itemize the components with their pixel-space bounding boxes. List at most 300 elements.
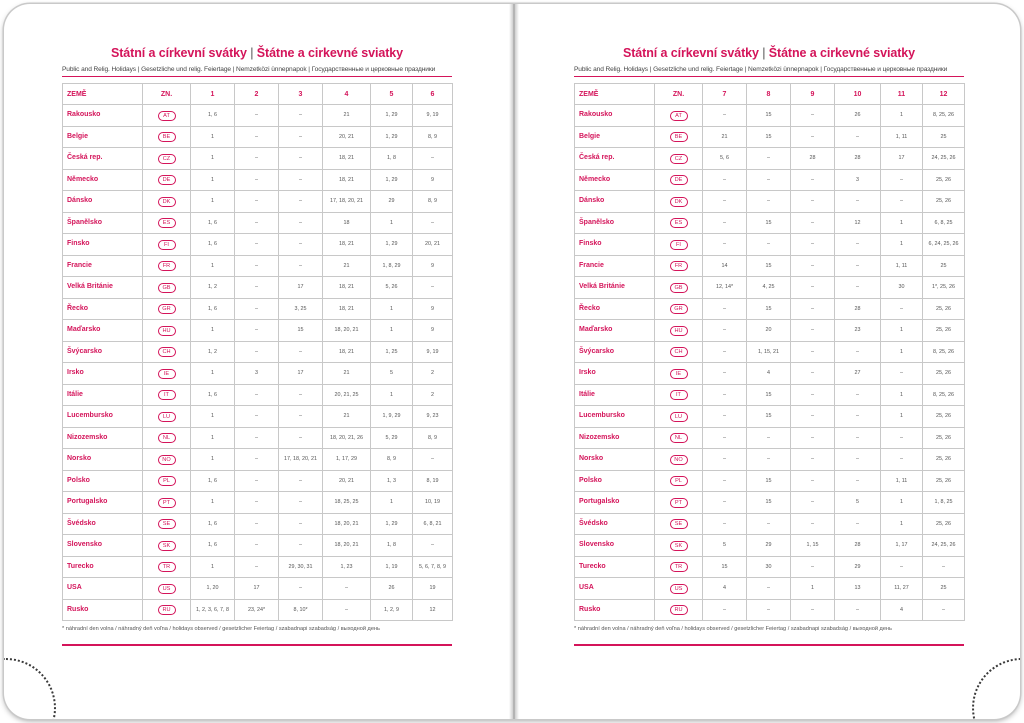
holiday-dates-cell: – [279, 384, 323, 406]
table-row [575, 513, 965, 535]
holiday-dates-cell: – [703, 320, 747, 342]
holiday-dates-cell: – [835, 126, 881, 148]
holiday-dates-cell: – [791, 191, 835, 213]
table-row [63, 255, 453, 277]
holiday-dates-cell: – [235, 320, 279, 342]
table-row [575, 384, 965, 406]
holiday-dates-cell: 1*, 25, 26 [923, 277, 965, 299]
page-subtitle: Public and Relig. Holidays | Gesetzliche und relig. Feiertage | Nemzetközi ünnepnapok | Государственные и церковные праздники [574, 66, 948, 73]
holiday-dates-cell: 1, 8 [371, 148, 413, 170]
holiday-dates-cell: – [923, 599, 965, 621]
holiday-dates-cell: – [835, 341, 881, 363]
holiday-dates-cell: – [235, 556, 279, 578]
country-code-cell [655, 427, 703, 449]
holiday-dates-cell: 26 [835, 105, 881, 127]
holiday-dates-cell: – [235, 406, 279, 428]
holiday-dates-cell: – [235, 234, 279, 256]
holiday-dates-cell: 1, 6 [191, 535, 235, 557]
holiday-dates-cell: 23, 24* [235, 599, 279, 621]
country-name: Slovensko [63, 535, 143, 557]
country-code-badge: ES [158, 218, 176, 228]
country-name: Rusko [575, 599, 655, 621]
holiday-dates-cell: – [791, 363, 835, 385]
holiday-dates-cell: – [235, 105, 279, 127]
country-name: Finsko [575, 234, 655, 256]
holiday-dates-cell: 25 [923, 126, 965, 148]
holiday-dates-cell: – [279, 148, 323, 170]
country-name: Německo [63, 169, 143, 191]
holiday-dates-cell: 25, 26 [923, 363, 965, 385]
country-code-badge: SE [158, 519, 176, 529]
country-code-badge: US [670, 584, 688, 594]
country-code-badge: TR [158, 562, 176, 572]
country-code-badge: DK [670, 197, 688, 207]
holiday-dates-cell: – [747, 191, 791, 213]
holiday-dates-cell: 17, 18, 20, 21 [279, 449, 323, 471]
country-name: USA [575, 578, 655, 600]
holiday-dates-cell: 18, 20, 21 [323, 535, 371, 557]
holiday-dates-cell: 8, 9 [413, 191, 453, 213]
footnote: * náhradní den volna / náhradný deň voľna / holidays observed / gesetzlicher Feiertag / szabadnapi szabadság / выходной день [62, 626, 380, 633]
holiday-dates-cell: – [703, 363, 747, 385]
table-row [575, 470, 965, 492]
holiday-table [574, 83, 965, 621]
holiday-dates-cell: 1, 2 [191, 341, 235, 363]
table-row [575, 320, 965, 342]
holiday-dates-cell: 1 [881, 492, 923, 514]
table-row [575, 234, 965, 256]
table-row [63, 234, 453, 256]
country-code-cell [143, 148, 191, 170]
holiday-dates-cell: 15 [747, 126, 791, 148]
country-code-cell [655, 492, 703, 514]
table-row [63, 298, 453, 320]
column-header-month: 1 [191, 84, 235, 105]
bottom-divider [62, 644, 452, 645]
holiday-dates-cell: 9, 19 [413, 105, 453, 127]
holiday-dates-cell: 1, 15 [791, 535, 835, 557]
country-name: Francie [63, 255, 143, 277]
holiday-dates-cell: 9 [413, 320, 453, 342]
column-header-country: ZEMĚ [575, 84, 655, 105]
holiday-dates-cell: 1, 6 [191, 298, 235, 320]
holiday-dates-cell: – [279, 234, 323, 256]
holiday-dates-cell: – [323, 578, 371, 600]
holiday-dates-cell: 1, 11 [881, 126, 923, 148]
holiday-dates-cell: – [881, 556, 923, 578]
table-row [63, 427, 453, 449]
holiday-dates-cell: – [703, 191, 747, 213]
holiday-dates-cell: 18 [323, 212, 371, 234]
holiday-dates-cell: 21 [323, 363, 371, 385]
holiday-dates-cell: – [703, 234, 747, 256]
holiday-dates-cell: 19 [413, 578, 453, 600]
holiday-dates-cell: – [835, 277, 881, 299]
country-name: Belgie [575, 126, 655, 148]
country-name: Belgie [63, 126, 143, 148]
holiday-dates-cell: 25, 26 [923, 406, 965, 428]
country-code-badge: HU [158, 326, 176, 336]
holiday-dates-cell: – [881, 363, 923, 385]
table-row [63, 406, 453, 428]
table-row [575, 298, 965, 320]
country-code-cell [143, 169, 191, 191]
holiday-dates-cell: 1, 25 [371, 341, 413, 363]
holiday-dates-cell: 5 [835, 492, 881, 514]
holiday-dates-cell: 1 [191, 191, 235, 213]
column-header-month: 9 [791, 84, 835, 105]
country-code-cell [143, 578, 191, 600]
table-row [63, 599, 453, 621]
holiday-dates-cell: 4, 25 [747, 277, 791, 299]
table-row [575, 212, 965, 234]
column-header-month: 11 [881, 84, 923, 105]
holiday-dates-cell: – [279, 126, 323, 148]
country-code-badge: FI [670, 240, 688, 250]
country-name: Dánsko [63, 191, 143, 213]
holiday-dates-cell: 13 [835, 578, 881, 600]
holiday-dates-cell: – [791, 320, 835, 342]
title-divider [62, 76, 452, 77]
holiday-dates-cell: – [703, 449, 747, 471]
holiday-dates-cell: 1 [881, 384, 923, 406]
page-title [62, 44, 452, 62]
page-title [574, 44, 964, 62]
holiday-dates-cell: 15 [279, 320, 323, 342]
country-code-cell [655, 449, 703, 471]
right-page [574, 44, 964, 646]
holiday-dates-cell: – [235, 384, 279, 406]
country-code-badge: FR [158, 261, 176, 271]
country-code-badge: ES [670, 218, 688, 228]
holiday-dates-cell: 1, 17, 29 [323, 449, 371, 471]
country-code-badge: IT [158, 390, 176, 400]
holiday-dates-cell: – [279, 427, 323, 449]
table-row [575, 406, 965, 428]
holiday-dates-cell: 1, 2, 9 [371, 599, 413, 621]
holiday-dates-cell: – [235, 277, 279, 299]
holiday-dates-cell: – [747, 578, 791, 600]
title-separator: | [250, 46, 254, 60]
book-gutter [509, 4, 519, 719]
holiday-dates-cell: – [791, 298, 835, 320]
country-code-cell [655, 556, 703, 578]
holiday-dates-cell: 3, 25 [279, 298, 323, 320]
holiday-dates-cell: 1 [191, 320, 235, 342]
holiday-dates-cell: 1, 8 [371, 535, 413, 557]
holiday-dates-cell: – [747, 427, 791, 449]
holiday-dates-cell: – [835, 406, 881, 428]
holiday-dates-cell: 15 [747, 255, 791, 277]
holiday-dates-cell: – [235, 126, 279, 148]
column-header-code: ZN. [143, 84, 191, 105]
holiday-dates-cell: 27 [835, 363, 881, 385]
country-name: Řecko [575, 298, 655, 320]
country-code-cell [655, 298, 703, 320]
country-code-badge: SK [158, 541, 176, 551]
holiday-dates-cell: 28 [835, 535, 881, 557]
holiday-dates-cell: 28 [791, 148, 835, 170]
holiday-dates-cell: 6, 24, 25, 26 [923, 234, 965, 256]
holiday-dates-cell: 4 [703, 578, 747, 600]
column-header-month: 4 [323, 84, 371, 105]
country-code-badge: PT [670, 498, 688, 508]
holiday-dates-cell: 12, 14* [703, 277, 747, 299]
holiday-dates-cell: 9 [413, 255, 453, 277]
country-code-badge: DE [158, 175, 176, 185]
holiday-dates-cell: – [791, 427, 835, 449]
column-header-month: 6 [413, 84, 453, 105]
holiday-dates-cell: – [703, 212, 747, 234]
country-code-badge: CZ [158, 154, 176, 164]
holiday-dates-cell: 1 [191, 406, 235, 428]
holiday-dates-cell: – [413, 148, 453, 170]
holiday-dates-cell: – [279, 492, 323, 514]
country-code-badge: FI [158, 240, 176, 250]
country-code-cell [143, 427, 191, 449]
holiday-dates-cell: – [235, 492, 279, 514]
holiday-dates-cell: 1, 19 [371, 556, 413, 578]
holiday-dates-cell: – [835, 255, 881, 277]
table-row [63, 341, 453, 363]
country-code-cell [143, 341, 191, 363]
country-code-cell [143, 535, 191, 557]
holiday-dates-cell: 1 [191, 148, 235, 170]
country-name: Turecko [575, 556, 655, 578]
country-name: Francie [575, 255, 655, 277]
table-row [63, 126, 453, 148]
holiday-dates-cell: – [235, 341, 279, 363]
holiday-dates-cell: 17, 18, 20, 21 [323, 191, 371, 213]
column-header-month: 8 [747, 84, 791, 105]
holiday-dates-cell: – [279, 406, 323, 428]
country-code-cell [655, 234, 703, 256]
holiday-dates-cell: – [703, 384, 747, 406]
country-code-badge: GB [670, 283, 688, 293]
holiday-dates-cell: 1 [881, 234, 923, 256]
holiday-dates-cell: – [747, 169, 791, 191]
table-row [63, 148, 453, 170]
holiday-dates-cell: – [747, 449, 791, 471]
table-row [575, 578, 965, 600]
holiday-dates-cell: 20, 21 [413, 234, 453, 256]
holiday-dates-cell: 9, 19 [413, 341, 453, 363]
country-code-cell [655, 513, 703, 535]
holiday-dates-cell: 1 [191, 363, 235, 385]
holiday-dates-cell: 18, 20, 21 [323, 320, 371, 342]
holiday-dates-cell: 9 [413, 298, 453, 320]
table-header-row [575, 84, 965, 105]
holiday-dates-cell: 1 [881, 105, 923, 127]
country-name: Polsko [63, 470, 143, 492]
holiday-dates-cell: 24, 25, 26 [923, 535, 965, 557]
holiday-dates-cell: 25, 26 [923, 470, 965, 492]
holiday-dates-cell: 2 [413, 384, 453, 406]
holiday-dates-cell: 18, 20, 21, 26 [323, 427, 371, 449]
country-name: Portugalsko [63, 492, 143, 514]
holiday-dates-cell: 1, 11 [881, 255, 923, 277]
holiday-dates-cell: 8, 9 [413, 427, 453, 449]
table-row [63, 212, 453, 234]
column-header-code: ZN. [655, 84, 703, 105]
holiday-dates-cell: 12 [835, 212, 881, 234]
country-code-cell [143, 599, 191, 621]
holiday-dates-cell: 1 [791, 578, 835, 600]
holiday-dates-cell: 1, 9, 29 [371, 406, 413, 428]
holiday-dates-cell: – [703, 298, 747, 320]
country-code-cell [655, 148, 703, 170]
holiday-dates-cell: 6, 8, 25 [923, 212, 965, 234]
holiday-dates-cell: – [235, 212, 279, 234]
holiday-dates-cell: – [747, 599, 791, 621]
holiday-dates-cell: 3 [835, 169, 881, 191]
country-code-cell [655, 277, 703, 299]
country-code-badge: PT [158, 498, 176, 508]
holiday-dates-cell: 9, 23 [413, 406, 453, 428]
country-code-badge: HU [670, 326, 688, 336]
country-code-badge: US [158, 584, 176, 594]
holiday-dates-cell: 5, 6, 7, 8, 9 [413, 556, 453, 578]
country-code-cell [655, 126, 703, 148]
holiday-dates-cell: – [703, 427, 747, 449]
country-code-badge: TR [670, 562, 688, 572]
holiday-dates-cell: 2 [413, 363, 453, 385]
holiday-dates-cell: 25, 26 [923, 298, 965, 320]
holiday-dates-cell: 18, 21 [323, 148, 371, 170]
footnote: * náhradní den volna / náhradný deň voľna / holidays observed / gesetzlicher Feiertag / szabadnapi szabadság / выходной день [574, 626, 892, 633]
open-planner-book [4, 4, 1020, 719]
country-name: Maďarsko [63, 320, 143, 342]
holiday-dates-cell: – [791, 384, 835, 406]
country-code-badge: DE [670, 175, 688, 185]
title-separator: | [762, 46, 766, 60]
title-sk: Štátne a cirkevné sviatky [768, 46, 915, 60]
country-name: Norsko [63, 449, 143, 471]
holiday-dates-cell: 17 [881, 148, 923, 170]
holiday-dates-cell: – [881, 427, 923, 449]
country-name: Portugalsko [575, 492, 655, 514]
holiday-dates-cell: 4 [881, 599, 923, 621]
title-divider [574, 76, 964, 77]
table-row [63, 384, 453, 406]
country-code-cell [143, 255, 191, 277]
table-row [63, 169, 453, 191]
holiday-dates-cell: 1 [881, 341, 923, 363]
country-name: Itálie [63, 384, 143, 406]
country-code-cell [143, 212, 191, 234]
holiday-dates-cell: – [835, 513, 881, 535]
holiday-dates-cell: – [235, 298, 279, 320]
binding-dots-right [972, 658, 1020, 719]
country-name: Nizozemsko [575, 427, 655, 449]
holiday-dates-cell: 21 [703, 126, 747, 148]
page-subtitle: Public and Relig. Holidays | Gesetzliche und relig. Feiertage | Nemzetközi ünnepnapok | Государственные и церковные праздники [62, 66, 436, 73]
holiday-dates-cell: 18, 25, 25 [323, 492, 371, 514]
holiday-dates-cell: 24, 25, 26 [923, 148, 965, 170]
holiday-dates-cell: 1 [191, 255, 235, 277]
table-row [63, 578, 453, 600]
holiday-dates-cell: – [703, 406, 747, 428]
country-code-cell [143, 191, 191, 213]
holiday-dates-cell: 28 [835, 298, 881, 320]
holiday-dates-cell: 1 [881, 320, 923, 342]
holiday-dates-cell: 1 [371, 492, 413, 514]
holiday-dates-cell: 18, 21 [323, 169, 371, 191]
holiday-dates-cell: – [279, 255, 323, 277]
holiday-dates-cell: 1 [371, 384, 413, 406]
holiday-dates-cell: 1, 29 [371, 105, 413, 127]
country-name: Polsko [575, 470, 655, 492]
country-code-cell [655, 320, 703, 342]
holiday-dates-cell: 15 [747, 105, 791, 127]
holiday-dates-cell: 1, 6 [191, 384, 235, 406]
holiday-dates-cell: 5 [703, 535, 747, 557]
holiday-dates-cell: 20, 21 [323, 470, 371, 492]
table-row [63, 535, 453, 557]
holiday-dates-cell: – [279, 470, 323, 492]
table-row [63, 556, 453, 578]
holiday-dates-cell: 20, 21 [323, 126, 371, 148]
country-code-cell [143, 384, 191, 406]
holiday-dates-cell: – [413, 212, 453, 234]
country-code-cell [143, 298, 191, 320]
column-header-month: 5 [371, 84, 413, 105]
country-name: Švédsko [63, 513, 143, 535]
holiday-dates-cell: 1 [371, 212, 413, 234]
country-code-badge: NO [158, 455, 176, 465]
holiday-dates-cell: 1 [371, 320, 413, 342]
country-code-badge: RU [670, 605, 688, 615]
holiday-dates-cell: 25, 26 [923, 513, 965, 535]
country-name: Turecko [63, 556, 143, 578]
country-code-cell [143, 105, 191, 127]
holiday-dates-cell: – [835, 427, 881, 449]
holiday-dates-cell: 17 [279, 363, 323, 385]
holiday-dates-cell: 1 [881, 406, 923, 428]
table-row [575, 599, 965, 621]
country-code-cell [655, 341, 703, 363]
country-code-cell [655, 169, 703, 191]
holiday-dates-cell: – [235, 169, 279, 191]
country-code-badge: RU [158, 605, 176, 615]
holiday-dates-cell: – [747, 513, 791, 535]
holiday-dates-cell: – [747, 234, 791, 256]
holiday-dates-cell: – [279, 341, 323, 363]
country-code-badge: PL [670, 476, 688, 486]
holiday-dates-cell: 21 [323, 406, 371, 428]
country-code-badge: NO [670, 455, 688, 465]
holiday-dates-cell: 6, 8, 21 [413, 513, 453, 535]
country-name: Nizozemsko [63, 427, 143, 449]
holiday-dates-cell: – [791, 513, 835, 535]
country-code-cell [143, 277, 191, 299]
table-row [575, 449, 965, 471]
holiday-dates-cell: 8, 25, 26 [923, 341, 965, 363]
holiday-dates-cell: – [323, 599, 371, 621]
country-code-cell [143, 320, 191, 342]
country-name: Dánsko [575, 191, 655, 213]
holiday-dates-cell: 18, 21 [323, 298, 371, 320]
table-row [575, 341, 965, 363]
holiday-dates-cell: 8, 25, 26 [923, 105, 965, 127]
column-header-month: 7 [703, 84, 747, 105]
country-code-badge: FR [670, 261, 688, 271]
holiday-dates-cell: – [791, 169, 835, 191]
holiday-dates-cell: 1, 8, 25 [923, 492, 965, 514]
country-code-cell [143, 513, 191, 535]
country-name: Slovensko [575, 535, 655, 557]
holiday-dates-cell: – [881, 298, 923, 320]
